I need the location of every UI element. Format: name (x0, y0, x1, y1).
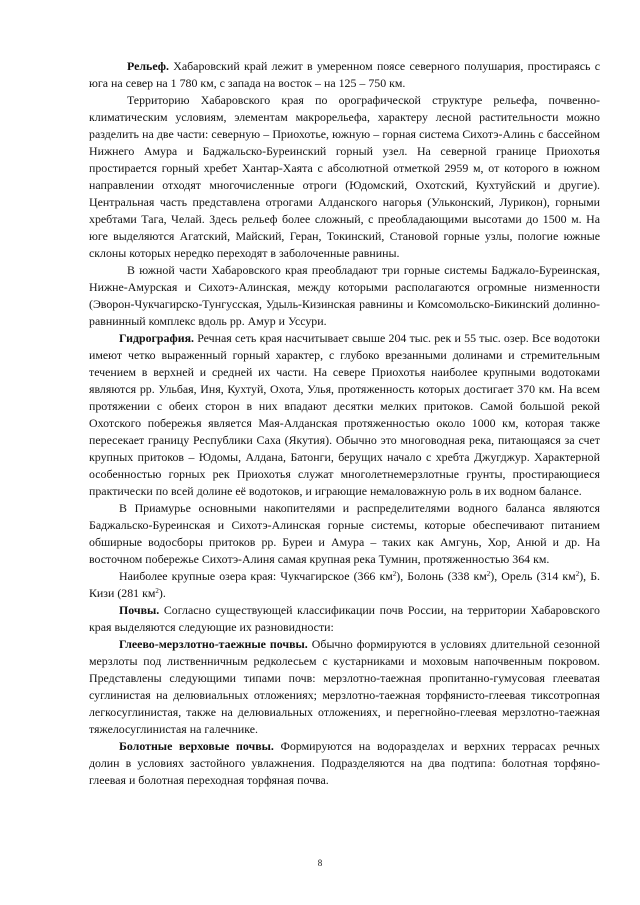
priamurye-paragraph: В Приамурье основными накопителями и распределителями водного баланса являются Баджальско-Буреинская и Сихотэ-Алинская горные системы, которые обеспечивают питанием обширные водосборы притоков рр. Буреи и Амура – таких как Амгунь, Хор, Анюй и др. На восточном побережье Сихотэ-Алиня самая крупная река Тумнин, протяженностью 364 км. (89, 501, 600, 566)
soils-paragraph (89, 602, 600, 636)
lakes-paragraph (89, 568, 600, 602)
relief-text: Хабаровский край лежит в умеренном поясе северного полушария, простираясь с юга на север на 1 780 км, с запада на восток – на 125 – 750 км. (89, 59, 600, 90)
relief-heading: Рельеф. (127, 59, 169, 73)
lakes-text-d: ), Б. Кизи (281 км (89, 569, 600, 600)
gley-heading: Глеево-мерзлотно-таежные почвы. (119, 637, 308, 651)
page-number: 8 (317, 858, 323, 868)
sup-2: 2 (486, 570, 491, 578)
bog-heading: Болотные верховые почвы. (119, 739, 274, 753)
territory-paragraph: Территорию Хабаровского края по орографической структуре рельефа, почвенно-климатическим условиям, элементам макрорельефа, характеру лесной растительности можно разделить на две части: северную – Приохотье, южную – горная система Сихотэ-Алинь с бассейном Нижнего Амура и Баджальско-Буреинский горный узел. На северной границе Приохотья простирается горный хребет Хантар-Хаята с абсолютной отметкой 2959 м, от которого в южном направлении отходят многочисленные отроги (Юдомский, Охотский, Кухтуйский и другие). Центральная часть представлена отрогами Алданского нагорья (Ульконский, Лурикон), горными хребтами Тага, Челай. Здесь рельеф более сложный, с преобладающими высотами до 1500 м. На юге выделяются Агатский, Майский, Геран, Токинский, Становой горные узлы, пологие южные склоны которых нередко переходят в заболоченные равнины. (89, 93, 600, 260)
south-mountains-paragraph: В южной части Хабаровского края преобладают три горные системы Баджало-Буреинская, Нижне-Амурская и Сихотэ-Алинская, между которыми располагаются огромные низменности (Эворон-Чукчагирско-Тунгусская, Удыль-Кизинская равнины и Комсомольско-Бикинский долинно-равнинный комплекс вдоль рр. Амур и Уссури. (89, 263, 600, 328)
hydrography-paragraph (89, 330, 600, 500)
soils-heading: Почвы. (119, 603, 160, 617)
lakes-text-a: Наиболее крупные озера края: Чукчагирское (366 км (119, 569, 393, 583)
bog-text: Формируются на водоразделах и верхних террасах речных долин в условиях застойного увлажнения. Подразделяются на два подтипа: болотная торфяно-глеевая и болотная переходная торфяная почва. (89, 739, 600, 787)
gley-text: Обычно формируются в условиях длительной сезонной мерзлоты под лиственничным редколесьем с кустарниками и моховым напочвенным покровом. Представлены следующими типами почв: мерзлотно-таежная пропитанно-гумусовая глееватая суглинистая на делювиальных отложениях; мерзлотно-таежная торфянисто-глеевая тиксотропная легкосуглинистая, также на делювиальных отложениях, и перегнойно-глеевая мерзлотно-таежная тяжелосуглинистая на галечнике. (89, 637, 600, 736)
sup-3: 2 (575, 570, 580, 578)
lakes-text-b: ), Болонь (338 км (396, 569, 487, 583)
hydrography-text: Речная сеть края насчитывает свыше 204 тыс. рек и 55 тыс. озер. Все водотоки имеют четко выраженный горный характер, с глубоко врезанными долинами и стремительным течением в верхней и средней их части. На севере Приохотья наиболее крупными водотоками являются рр. Ульбая, Иня, Кухтуй, Охота, Улья, протяженность которых достигает 370 км. На всем протяжении с обеих сторон в них впадают десятки мелких притоков. Самой большой рекой Охотского побережья является Мая-Алданская протяженностью около 1000 км, которая также пересекает границу Республики Саха (Якутия). Обычно это многоводная река, питающаяся за счет крупных притоков – Юдомы, Алдана, Батонги, берущих начало с хребта Джугджур. Характерной особенностью горных рек Приохотья служат многолетнемерзлотные грунты, простирающиеся практически по всей долине её водотоков, и играющие немаловажную роль в их водном балансе. (89, 331, 600, 498)
lakes-text-c: ), Орель (314 км (490, 569, 576, 583)
relief-paragraph (89, 58, 600, 92)
sup-4: 2 (155, 587, 159, 595)
hydrography-heading: Гидрография. (119, 331, 194, 345)
lakes-text-e: ). (158, 586, 166, 600)
soils-intro: Согласно существующей классификации почв России, на территории Хабаровского края выделяются следующие их разновидности: (89, 603, 600, 634)
sup-1: 2 (392, 570, 397, 578)
gley-paragraph (89, 636, 600, 738)
bog-paragraph (89, 738, 600, 789)
